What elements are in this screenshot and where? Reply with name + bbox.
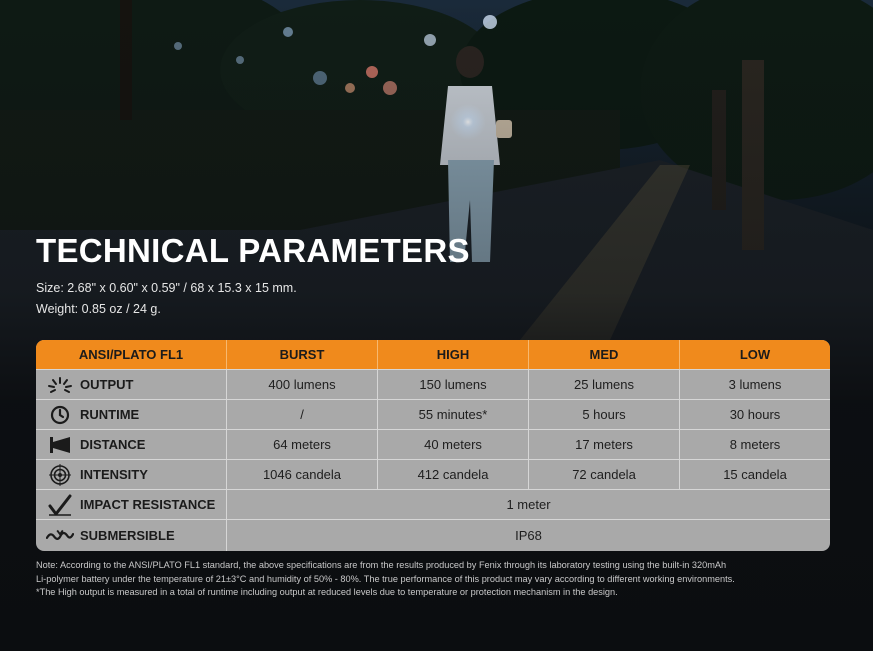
clock-icon: [46, 404, 74, 426]
header-standard: ANSI/PLATO FL1: [78, 347, 184, 362]
page-title: TECHNICAL PARAMETERS: [36, 232, 470, 269]
table-cell: 64 meters: [226, 430, 377, 459]
row-label: IMPACT RESISTANCE: [80, 497, 216, 512]
burst-rays-icon: [46, 374, 74, 396]
beam-distance-icon: [46, 434, 74, 456]
footnote-line: Note: According to the ANSI/PLATO FL1 standard, the above specifications are from the results produced by Fenix through its laboratory testing using the built-in 320mAh: [36, 560, 727, 570]
row-label-cell: [36, 370, 226, 399]
table-cell: 72 candela: [528, 460, 679, 489]
footnote: [36, 559, 836, 600]
row-label-cell: [36, 490, 226, 519]
table-cell: 15 candela: [679, 460, 830, 489]
table-cell: 400 lumens: [226, 370, 377, 399]
header-low: LOW: [679, 340, 830, 369]
table-cell: 1046 candela: [226, 460, 377, 489]
target-icon: [46, 464, 74, 486]
table-cell: 25 lumens: [528, 370, 679, 399]
weight-spec: Weight: 0.85 oz / 24 g.: [36, 302, 161, 316]
row-label: RUNTIME: [80, 407, 140, 422]
row-label: SUBMERSIBLE: [80, 528, 175, 543]
header-high: HIGH: [377, 340, 528, 369]
table-row: [36, 519, 830, 551]
table-cell: 5 hours: [528, 400, 679, 429]
footnote-line: Li-polymer battery under the temperature of 21±3°C and humidity of 50% - 80%. The true performance of this product may vary according to different working environments.: [36, 573, 735, 584]
table-header-row: [36, 340, 830, 369]
row-label-cell: [36, 460, 226, 489]
table-cell: 412 candela: [377, 460, 528, 489]
table-row: [36, 459, 830, 489]
row-label-cell: [36, 400, 226, 429]
table-row: [36, 429, 830, 459]
row-label-cell: [36, 430, 226, 459]
spec-table: [36, 340, 830, 551]
row-label: OUTPUT: [80, 377, 134, 392]
footnote-line: *The High output is measured in a total of runtime including output at reduced levels due to temperature or protection mechanism in the design.: [36, 587, 618, 598]
table-cell: 8 meters: [679, 430, 830, 459]
table-cell: IP68: [226, 520, 830, 551]
table-cell: 1 meter: [226, 490, 830, 519]
table-cell: 3 lumens: [679, 370, 830, 399]
row-label: DISTANCE: [80, 437, 146, 452]
water-wave-icon: [46, 525, 74, 547]
table-cell: 17 meters: [528, 430, 679, 459]
table-cell: 30 hours: [679, 400, 830, 429]
table-cell: 40 meters: [377, 430, 528, 459]
table-row: [36, 369, 830, 399]
row-label-cell: [36, 520, 226, 551]
row-label: INTENSITY: [80, 467, 148, 482]
table-row: [36, 489, 830, 519]
table-row: [36, 399, 830, 429]
table-cell: /: [226, 400, 377, 429]
table-cell: 150 lumens: [377, 370, 528, 399]
header-med: MED: [528, 340, 679, 369]
impact-check-icon: [46, 494, 74, 516]
table-cell: 55 minutes*: [377, 400, 528, 429]
size-spec: Size: 2.68" x 0.60" x 0.59" / 68 x 15.3 x 15 mm.: [36, 281, 297, 295]
header-burst: BURST: [226, 340, 377, 369]
